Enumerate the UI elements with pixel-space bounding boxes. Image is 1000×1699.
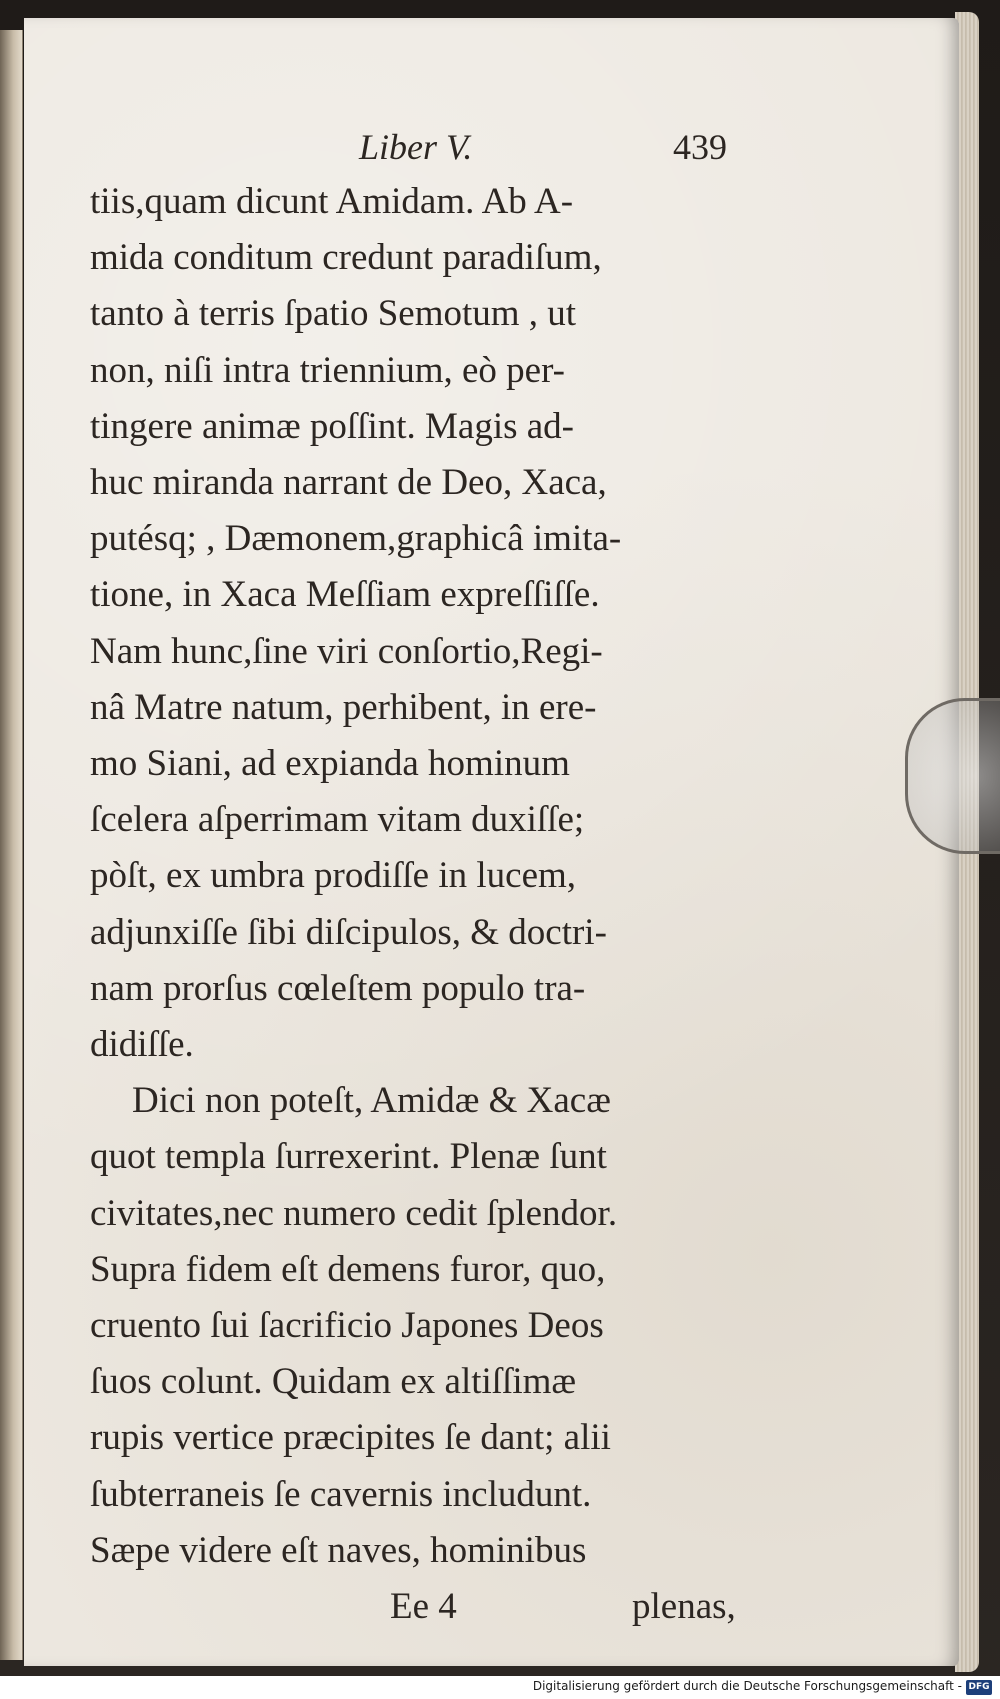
text-line: quot templa ſurrexerint. Plenæ ſunt — [90, 1136, 607, 1178]
page-clip — [905, 698, 1000, 854]
text-line: huc miranda narrant de Deo, Xaca, — [90, 462, 607, 504]
page-footer — [90, 1579, 762, 1639]
text-line: adjunxiſſe ſibi diſcipulos, & doctri- — [90, 911, 607, 953]
text-line: tanto à terris ſpatio Semotum , ut — [90, 293, 577, 335]
text-line: non, niſi intra triennium, eò per- — [90, 349, 566, 391]
text-line: rupis vertice præcipites ſe dant; alii — [90, 1417, 611, 1459]
text-line: mida conditum credunt paradiſum, — [90, 237, 602, 279]
text-line: tione, in Xaca Meſſiam expreſſiſſe. — [90, 574, 600, 616]
dfg-logo: DFG — [966, 1680, 992, 1695]
text-line: pòſt, ex umbra prodiſſe in lucem, — [90, 855, 577, 897]
book-page — [24, 18, 959, 1666]
text-line: putésq; , Dæmonem,graphicâ imita- — [90, 518, 622, 560]
facing-page-edge — [0, 30, 23, 1660]
text-line: cruento ſui ſacrificio Japones Deos — [90, 1305, 604, 1347]
text-line: civitates,nec numero cedit ſplendor. — [90, 1192, 618, 1234]
text-line: nâ Matre natum, perhibent, in ere- — [90, 686, 597, 728]
text-line: Nam hunc,ſine viri conſortio,Regi- — [90, 630, 603, 672]
text-line: Sæpe videre eſt naves, hominibus — [90, 1529, 587, 1571]
text-line: nam prorſus cœleſtem populo tra- — [90, 967, 586, 1009]
text-line: ſuos colunt. Quidam ex altiſſimæ — [90, 1361, 577, 1403]
funding-credit: Digitalisierung gefördert durch die Deutsche Forschungsgemeinschaft - — [532, 1679, 962, 1693]
catchword: plenas, — [632, 1586, 736, 1628]
text-block — [90, 126, 762, 1639]
text-line: mo Siani, ad expianda hominum — [90, 743, 570, 785]
paragraph-start-line: Dici non poteſt, Amidæ & Xacæ — [132, 1080, 611, 1122]
page-header — [90, 126, 762, 174]
running-head: Liber V. — [359, 127, 473, 167]
text-line: tingere animæ poſſint. Magis ad- — [90, 405, 574, 447]
text-line: didiſſe. — [90, 1024, 194, 1066]
text-line: ſcelera aſperrimam vitam duxiſſe; — [90, 799, 585, 841]
page-number: 439 — [673, 127, 727, 167]
text-line: tiis,quam dicunt Amidam. Ab A- — [90, 181, 574, 222]
digitization-footer — [0, 1676, 1000, 1699]
signature-mark: Ee 4 — [390, 1586, 457, 1628]
body-text — [90, 174, 762, 1579]
text-line: Supra fidem eſt demens furor, quo, — [90, 1248, 606, 1290]
text-line: ſubterraneis ſe cavernis includunt. — [90, 1473, 592, 1515]
